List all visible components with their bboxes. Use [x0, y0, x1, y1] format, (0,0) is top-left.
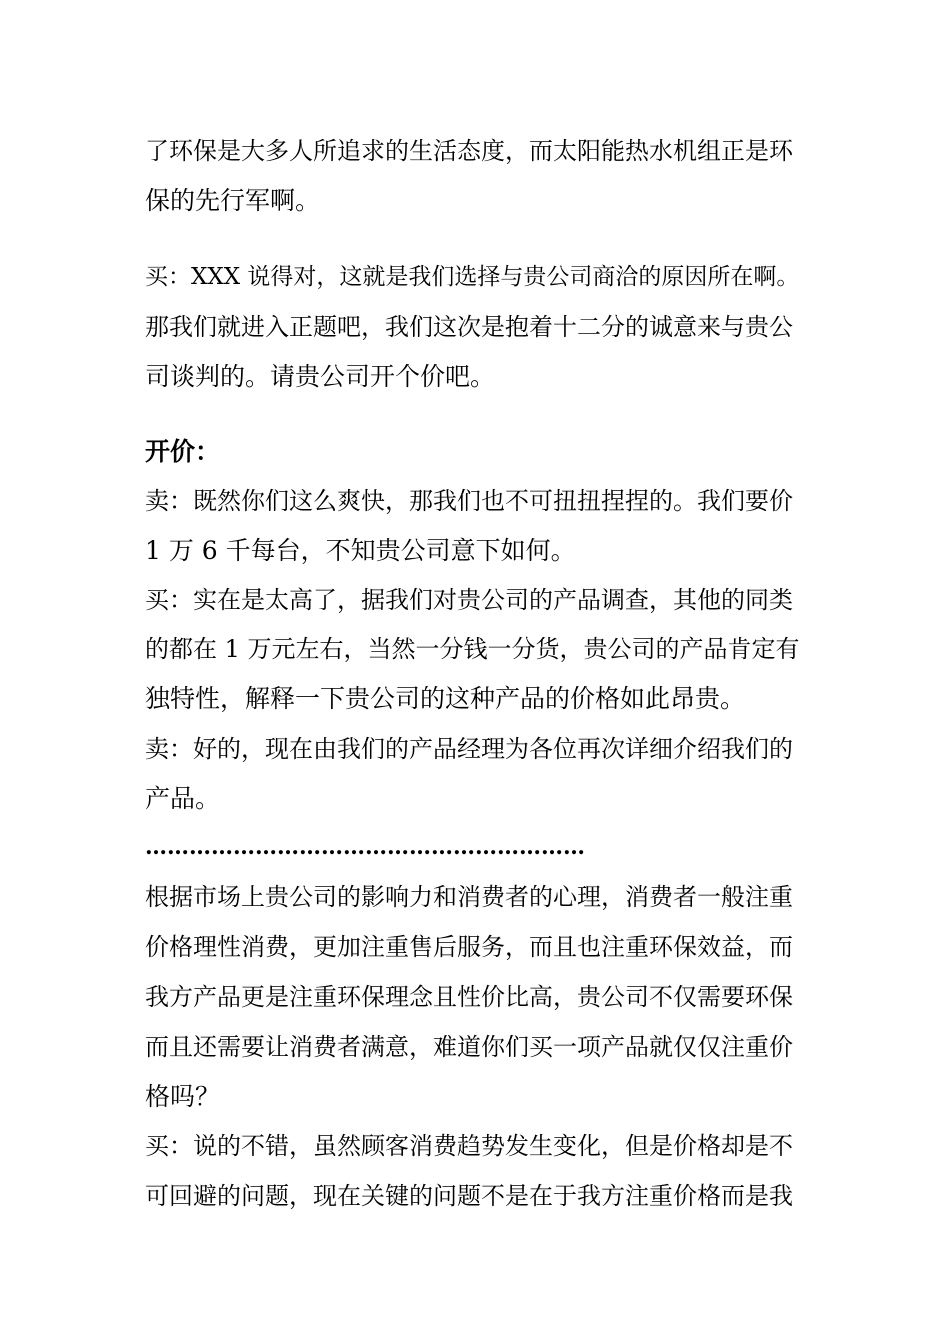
paragraph-line: 了环保是大多人所追求的生活态度，而太阳能热水机组正是环: [145, 137, 793, 165]
dialogue-buyer-line: 买：说的不错，虽然顾客消费趋势发生变化，但是价格却是不: [145, 1132, 793, 1160]
paragraph-line: 我方产品更是注重环保理念且性价比高，贵公司不仅需要环保: [145, 983, 793, 1011]
paragraph-line: 产品。: [145, 784, 221, 813]
paragraph-line: 可回避的问题，现在关键的问题不是在于我方注重价格而是我: [145, 1182, 793, 1210]
paragraph-line: 独特性，解释一下贵公司的这种产品的价格如此昂贵。: [145, 684, 746, 713]
paragraph-line: 1 万 6 千每台，不知贵公司意下如何。: [145, 536, 576, 565]
paragraph-line: 司谈判的。请贵公司开个价吧。: [145, 362, 496, 391]
dialogue-seller-line: 卖：好的，现在由我们的产品经理为各位再次详细介绍我们的: [145, 735, 793, 763]
paragraph-line: 的都在 1 万元左右，当然一分钱一分货，贵公司的产品肯定有: [145, 635, 800, 663]
paragraph-line: 格吗？: [145, 1082, 221, 1111]
dialogue-seller-line: 卖：既然你们这么爽快，那我们也不可扭扭捏捏的。我们要价: [145, 487, 793, 515]
ellipsis-divider: ……………………………………………………: [145, 834, 585, 860]
paragraph-line: 而且还需要让消费者满意，难道你们买一项产品就仅仅注重价: [145, 1033, 793, 1061]
dialogue-buyer-line: 买：XXX 说得对，这就是我们选择与贵公司商洽的原因所在啊。: [145, 264, 800, 290]
paragraph-line: 根据市场上贵公司的影响力和消费者的心理，消费者一般注重: [145, 883, 793, 911]
paragraph-line: 保的先行军啊。: [145, 186, 321, 215]
dialogue-buyer-line: 买：实在是太高了，据我们对贵公司的产品调查，其他的同类: [145, 586, 793, 614]
section-heading: 开价：: [145, 437, 221, 466]
paragraph-line: 价格理性消费，更加注重售后服务，而且也注重环保效益，而: [145, 933, 793, 961]
paragraph-line: 那我们就进入正题吧，我们这次是抱着十二分的诚意来与贵公: [145, 313, 793, 341]
